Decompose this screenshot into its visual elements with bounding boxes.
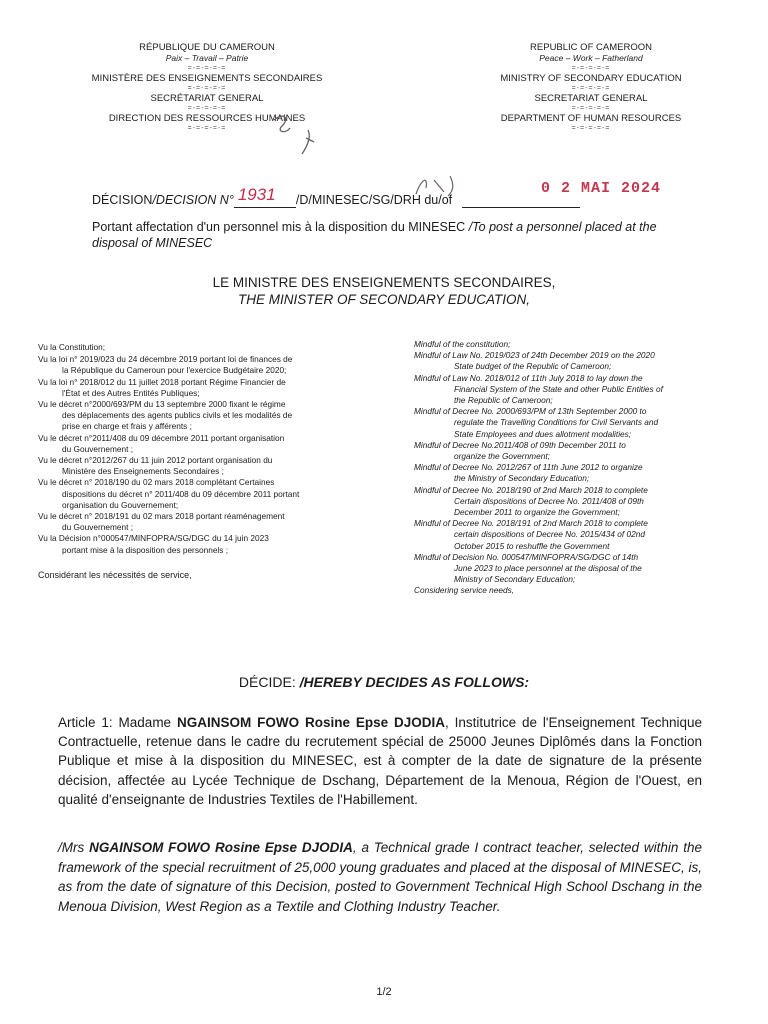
- secretariat-en: SECRETARIAT GENERAL: [534, 93, 648, 104]
- separator: =-=-=-=-=: [571, 105, 611, 112]
- person-name-en: NGAINSOM FOWO Rosine Epse DJODIA: [89, 840, 353, 855]
- decision-number-field: [234, 185, 296, 208]
- separator: =-=-=-=-=: [187, 85, 227, 92]
- minister-fr: LE MINISTRE DES ENSEIGNEMENTS SECONDAIRES,: [212, 275, 556, 290]
- decide-en: /HEREBY DECIDES AS FOLLOWS:: [299, 674, 530, 690]
- subject-en: /To post a personnel placed at the disposal of MINESEC: [92, 220, 657, 250]
- page-number: 1/2: [376, 986, 392, 998]
- list-item: Considering service needs,: [414, 585, 515, 596]
- list-item: Vu le décret n° 2018/190 du 02 mars 2018 complétant Certaines dispositions du décret n° 2011/408 du 09 décembre 2011 portant organisation du Gouvernement;: [38, 477, 300, 510]
- handwritten-paraph-icon: [266, 108, 326, 158]
- list-item: Mindful of Decree No. 2018/190 of 2nd March 2018 to complete Certain dispositions of Decree No. 2011/408 of 09th December 2011 to organize the Government;: [414, 484, 648, 518]
- decision-reference: /D/MINESEC/SG/DRH du/of: [295, 193, 453, 207]
- list-item: Mindful of Law No. 2018/012 of 11th July 2018 to lay down the Financial System of the State and other Public Entities of the Republic of Cameroon;: [414, 372, 663, 406]
- list-item: Vu le décret n°2000/693/PM du 13 septembre 2000 fixant le régime des déplacements des agents publics civils et les modalités de prise en charge et frais y afférents ;: [38, 399, 293, 432]
- secretariat-fr: SECRÉTARIAT GENERAL: [150, 93, 264, 104]
- separator: =-=-=-=-=: [571, 125, 611, 132]
- minister-title: [0, 274, 768, 308]
- list-item: Mindful of Decree No. 2012/267 of 11th June 2012 to organize the Ministry of Secondary Education;: [414, 462, 643, 484]
- list-item: Mindful of the constitution;: [414, 339, 511, 349]
- ministry-en: MINISTRY OF SECONDARY EDUCATION: [500, 73, 682, 84]
- list-item: Mindful of Decree No. 2018/191 of 2nd March 2018 to complete certain dispositions of Decree No. 2015/434 of 02nd October 2015 to reshuffle the Government: [414, 518, 648, 551]
- separator: =-=-=-=-=: [187, 105, 227, 112]
- header-english: [456, 42, 726, 133]
- decide-fr: DÉCIDE:: [238, 674, 296, 690]
- separator: =-=-=-=-=: [571, 85, 611, 92]
- article-label: Article 1:: [58, 715, 113, 730]
- list-item: Vu la loi n° 2018/012 du 11 juillet 2018 portant Régime Financier de l'État et des Autres Entités Publiques;: [38, 376, 286, 398]
- article-body-fr: , Institutrice de l'Enseignement Technique Contractuelle, retenue dans le cadre du recrutement spécial de 25000 Jeunes Diplômés dans la Fonction Publique et mise à la disposition du MINESEC, est à compter de la date de signature de la présente décision, affectée au Lycée Technique de Dschang, Département de la Menoua, Région de l'Ouest, en qualité d'enseignante de Industries Textiles de l'Habillement.: [58, 715, 702, 807]
- decide-heading: [0, 674, 768, 690]
- article-1-english: [58, 838, 702, 916]
- motto-fr: Paix – Travail – Patrie: [165, 53, 249, 63]
- date-stamp: 0 2 MAI 2024: [541, 180, 662, 197]
- department-en: DEPARTMENT OF HUMAN RESOURCES: [500, 113, 682, 124]
- list-item: Considérant les nécessités de service,: [38, 569, 192, 580]
- separator: =-=-=-=-=: [187, 65, 227, 72]
- decision-subject: [92, 219, 662, 251]
- list-item: Mindful of Decree No.2011/408 of 09th December 2011 to organize the Government;: [414, 439, 626, 462]
- considerations-french: [38, 342, 378, 581]
- list-item: Mindful of Law No. 2019/023 of 24th December 2019 on the 2020 State budget of the Republic of Cameroon;: [414, 350, 655, 372]
- list-item: Vu la Décision n°000547/MINFOPRA/SG/DGC du 14 juin 2023 portant mise à la disposition des personnels ;: [38, 533, 269, 555]
- handwritten-decision-number: 1931: [237, 185, 276, 204]
- list-item: Vu le décret n° 2018/191 du 02 mars 2018 portant réaménagement du Gouvernement ;: [38, 511, 285, 533]
- list-item: Mindful of Decree No. 2000/693/PM of 13th September 2000 to regulate the Travelling Conditions for Civil Servants and State Employees and dues allotment modalities;: [414, 406, 659, 439]
- country-name-en: REPUBLIC OF CAMEROON: [530, 42, 652, 53]
- decision-label-fr: DÉCISION: [92, 193, 153, 207]
- ministry-fr: MINISTÈRE DES ENSEIGNEMENTS SECONDAIRES: [91, 73, 323, 84]
- motto-en: Peace – Work – Fatherland: [539, 53, 643, 63]
- list-item: Vu le décret n°2011/408 du 09 décembre 2011 portant organisation du Gouvernement ;: [38, 432, 285, 454]
- article-1-french: [58, 713, 702, 809]
- list-item: Vu la loi n° 2019/023 du 24 décembre 2019 portant loi de finances de la République du Cameroun pour l'exercice Budgétaire 2020;: [38, 354, 293, 376]
- list-item: Mindful of Decision No. 000547/MINFOPRA/SG/DGC of 14th June 2023 to place personnel at the disposal of the Ministry of Secondary Education;: [414, 551, 642, 585]
- decision-label-en: /DECISION N°: [152, 193, 234, 207]
- country-name-fr: RÉPUBLIQUE DU CAMEROUN: [139, 42, 275, 53]
- list-item: Vu le décret n°2012/267 du 11 juin 2012 portant organisation du Ministère des Enseignements Secondaires ;: [38, 455, 273, 477]
- subject-fr: Portant affectation d'un personnel mis à la disposition du MINESEC: [92, 220, 466, 234]
- separator: =-=-=-=-=: [571, 65, 611, 72]
- article-body-en: , a Technical grade I contract teacher, selected within the framework of the special recruitment of 25,000 young graduates and placed at the disposal of MINESEC, is, as from the date of signature of this Decision, posted to Government Technical High School Dschang in the Menoua Division, West Region as a Textile and Clothing Industry Teacher.: [58, 840, 702, 914]
- list-item: Vu la Constitution;: [38, 342, 106, 352]
- handwritten-paraph-icon: [410, 172, 470, 200]
- minister-en: THE MINISTER OF SECONDARY EDUCATION,: [237, 292, 531, 307]
- direction-fr: DIRECTION DES RESSOURCES HUMAINES: [108, 113, 306, 124]
- person-name: NGAINSOM FOWO Rosine Epse DJODIA: [176, 715, 446, 730]
- considerations-english: [414, 339, 714, 597]
- article-prefix-en: /Mrs: [58, 840, 85, 855]
- article-intro: Madame: [118, 715, 172, 730]
- separator: =-=-=-=-=: [187, 125, 227, 132]
- decision-number-line: [92, 185, 580, 208]
